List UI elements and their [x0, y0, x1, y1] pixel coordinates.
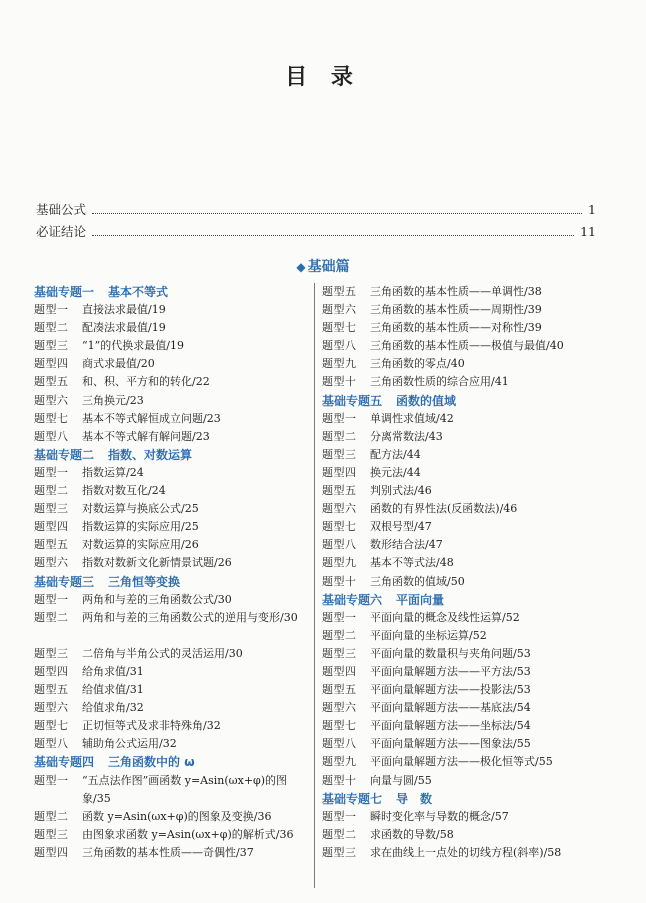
entry-text: 商式求最值/20	[82, 357, 155, 371]
toc-entry[interactable]	[34, 518, 310, 536]
entry-text: 平面向量解题方法——极化恒等式/55	[370, 755, 553, 769]
entry-tag: 题型七	[322, 321, 357, 335]
toc-entry[interactable]	[34, 355, 310, 373]
topic-name: 三角恒等变换	[108, 574, 181, 589]
spacer	[382, 790, 396, 808]
entry-tag: 题型四	[322, 664, 357, 678]
section-heading	[0, 256, 646, 276]
entry-text: 二倍角与半角公式的灵活运用/30	[82, 646, 243, 660]
entry-text: 两角和与差的三角函数公式/30	[82, 592, 232, 606]
entry-tag: 题型二	[34, 484, 69, 498]
spacer	[94, 573, 108, 591]
entry-text: 分离常数法/43	[370, 429, 443, 443]
entry-text: 平面向量解题方法——平方法/53	[370, 664, 531, 678]
toc-entry[interactable]	[322, 808, 622, 826]
entry-tag: 题型八	[322, 339, 357, 353]
section-title: 基础篇	[307, 259, 350, 275]
entry-tag: 题型七	[34, 719, 69, 733]
topic-name: 函数的值域	[396, 393, 457, 408]
entry-text: 对数运算的实际应用/26	[82, 538, 199, 552]
toc-entry[interactable]	[34, 717, 310, 735]
topic-heading[interactable]	[34, 446, 310, 464]
entry-tag: 题型九	[322, 755, 357, 769]
entry-tag: 题型三	[322, 646, 357, 660]
entry-text: 求在曲线上一点处的切线方程(斜率)/58	[370, 845, 562, 859]
entry-text: 单调性求值域/42	[370, 411, 454, 425]
entry-text: 基本不等式法/48	[370, 556, 454, 570]
entry-tag: 题型四	[34, 357, 69, 371]
front-entry-label: 必证结论	[36, 224, 87, 239]
topic-heading[interactable]	[34, 283, 310, 301]
toc-entry[interactable]	[322, 717, 622, 735]
entry-text: 双根号型/47	[370, 520, 432, 534]
toc-entry[interactable]	[322, 554, 622, 572]
entry-text: 三角函数的值域/50	[370, 574, 465, 588]
toc-entry[interactable]	[34, 735, 310, 753]
entry-tag: 题型二	[34, 321, 69, 335]
toc-entry[interactable]	[34, 392, 310, 410]
entry-tag: 题型十	[322, 773, 357, 787]
entry-tag: 题型二	[322, 628, 357, 642]
entry-tag: 题型一	[34, 303, 69, 317]
entry-tag: 题型九	[322, 556, 357, 570]
entry-text: 求函数的导数/58	[370, 827, 454, 841]
entry-text: 数形结合法/47	[370, 538, 443, 552]
toc-entry[interactable]	[322, 301, 622, 319]
toc-entry[interactable]	[34, 663, 310, 681]
toc-entry[interactable]	[34, 319, 310, 337]
entry-text: 给值求值/31	[82, 683, 144, 697]
entry-text: 判别式法/46	[370, 484, 432, 498]
entry-tag: 题型五	[322, 285, 357, 298]
entry-tag: 题型八	[34, 737, 69, 751]
topic-heading[interactable]	[34, 753, 310, 771]
entry-text: 给值求角/32	[82, 701, 144, 715]
toc-entry[interactable]	[322, 446, 622, 464]
diamond-icon: ◆	[296, 260, 306, 274]
entry-tag: 题型一	[34, 592, 69, 606]
entry-tag: 题型七	[34, 411, 69, 425]
topic-code: 基础专题五	[322, 393, 383, 408]
left-column	[34, 283, 310, 862]
entry-text: 三角函数的基本性质——周期性/39	[370, 303, 542, 317]
topic-code: 基础专题三	[34, 574, 95, 589]
entry-tag: 题型三	[34, 646, 69, 660]
topic-heading[interactable]	[322, 591, 622, 609]
toc-entry[interactable]	[34, 609, 310, 645]
entry-text: 平面向量的坐标运算/52	[370, 628, 487, 642]
topic-name: 基本不等式	[108, 285, 169, 299]
entry-tag: 题型五	[34, 683, 69, 697]
entry-text: “1”的代换求最值/19	[82, 339, 184, 353]
entry-tag: 题型三	[34, 827, 69, 841]
entry-text: 平面向量的数量积与夹角问题/53	[370, 646, 531, 660]
spacer	[94, 283, 108, 301]
front-entry-page: 1	[588, 202, 596, 217]
entry-text: 三角函数的基本性质——极值与最值/40	[370, 339, 564, 353]
entry-text: 瞬时变化率与导数的概念/57	[370, 809, 509, 823]
toc-entry[interactable]	[34, 337, 310, 355]
spacer	[94, 446, 108, 464]
entry-tag: 题型六	[34, 701, 69, 715]
entry-tag: 题型四	[34, 845, 69, 859]
entry-text: 配凑法求最值/19	[82, 321, 166, 335]
entry-tag: 题型三	[34, 339, 69, 353]
entry-tag: 题型五	[34, 538, 69, 552]
toc-entry[interactable]	[34, 464, 310, 482]
toc-entry[interactable]	[322, 844, 622, 862]
entry-tag: 题型二	[34, 610, 69, 624]
toc-entry[interactable]	[322, 482, 622, 500]
toc-entry[interactable]	[322, 663, 622, 681]
topic-code: 基础专题二	[34, 447, 95, 462]
toc-entry[interactable]	[34, 808, 310, 826]
front-entry-page: 11	[580, 224, 596, 239]
entry-text: 配方法/44	[370, 447, 421, 461]
entry-tag: 题型七	[322, 719, 357, 733]
toc-entry[interactable]	[322, 500, 622, 518]
entry-tag: 题型四	[34, 520, 69, 534]
entry-tag: 题型六	[322, 701, 357, 715]
toc-entry[interactable]	[322, 536, 622, 554]
entry-text: 向量与圆/55	[370, 773, 432, 787]
entry-tag: 题型六	[34, 556, 69, 570]
toc-entry[interactable]	[322, 753, 622, 771]
toc-entry[interactable]	[34, 772, 310, 808]
entry-text: 两角和与差的三角函数公式的逆用与变形/30	[82, 610, 298, 624]
column-divider	[314, 283, 315, 888]
toc-entry[interactable]	[322, 735, 622, 753]
entry-tag: 题型一	[322, 610, 357, 624]
toc-entry[interactable]	[322, 464, 622, 482]
toc-entry[interactable]	[34, 826, 310, 844]
front-matter-list	[36, 200, 596, 244]
entry-tag: 题型二	[322, 827, 357, 841]
toc-entry[interactable]	[322, 826, 622, 844]
leader-dots	[92, 235, 574, 236]
entry-text: 指数对数新文化新情景试题/26	[82, 556, 232, 570]
entry-text: 辅助角公式运用/32	[82, 737, 177, 751]
front-entry[interactable]	[36, 200, 596, 222]
toc-entry[interactable]	[322, 699, 622, 717]
toc-entry[interactable]	[322, 283, 622, 301]
entry-text: 平面向量解题方法——图象法/55	[370, 737, 531, 751]
entry-tag: 题型六	[34, 393, 69, 407]
entry-tag: 题型二	[322, 429, 357, 443]
toc-entry[interactable]	[322, 337, 622, 355]
toc-entry[interactable]	[322, 355, 622, 373]
toc-entry[interactable]	[34, 681, 310, 699]
entry-tag: 题型二	[34, 809, 69, 823]
toc-entry[interactable]	[322, 627, 622, 645]
entry-tag: 题型八	[322, 538, 357, 552]
toc-entry[interactable]	[34, 645, 310, 663]
spacer	[382, 591, 396, 609]
toc-entry[interactable]	[34, 844, 310, 862]
entry-tag: 题型八	[322, 737, 357, 751]
entry-text: 三角函数性质的综合应用/41	[370, 375, 509, 389]
topic-heading[interactable]	[322, 392, 622, 410]
front-entry-label: 基础公式	[36, 202, 87, 217]
entry-text: 函数的有界性法(反函数法)/46	[370, 502, 518, 516]
entry-text: “五点法作图”画函数 y=Asin(ωx+φ)的图象/35	[82, 773, 288, 805]
entry-text: 平面向量的概念及线性运算/52	[370, 610, 520, 624]
spacer	[382, 392, 396, 410]
entry-text: 换元法/44	[370, 465, 421, 479]
right-column	[322, 283, 622, 862]
topic-code: 基础专题六	[322, 592, 383, 607]
toc-entry[interactable]	[34, 500, 310, 518]
entry-tag: 题型七	[322, 520, 357, 534]
entry-text: 平面向量解题方法——基底法/54	[370, 701, 531, 715]
topic-name: 导 数	[396, 791, 433, 806]
topic-name: 指数、对数运算	[108, 447, 193, 462]
entry-tag: 题型四	[34, 664, 69, 678]
entry-tag: 题型四	[322, 465, 357, 479]
toc-entry[interactable]	[322, 645, 622, 663]
entry-text: 平面向量解题方法——投影法/53	[370, 683, 531, 697]
entry-text: 和、积、平方和的转化/22	[82, 375, 210, 389]
entry-text: 三角函数的基本性质——单调性/38	[370, 285, 542, 298]
topic-code: 基础专题一	[34, 285, 95, 299]
topic-name: 平面向量	[396, 592, 445, 607]
spacer	[94, 753, 108, 771]
leader-dots	[92, 213, 582, 214]
front-entry[interactable]	[36, 222, 596, 244]
toc-entry[interactable]	[322, 772, 622, 790]
entry-tag: 题型五	[34, 375, 69, 389]
entry-text: 基本不等式解恒成立问题/23	[82, 411, 221, 425]
entry-tag: 题型五	[322, 683, 357, 697]
toc-entry[interactable]	[322, 319, 622, 337]
topic-name: 三角函数中的 ω	[108, 755, 195, 770]
toc-entry[interactable]	[322, 518, 622, 536]
toc-entry[interactable]	[34, 482, 310, 500]
entry-tag: 题型三	[322, 447, 357, 461]
toc-entry[interactable]	[34, 373, 310, 391]
toc-entry[interactable]	[322, 609, 622, 627]
entry-text: 直接法求最值/19	[82, 303, 166, 317]
entry-text: 给角求值/31	[82, 664, 144, 678]
entry-tag: 题型六	[322, 502, 357, 516]
entry-tag: 题型十	[322, 375, 357, 389]
entry-tag: 题型十	[322, 574, 357, 588]
toc-entry[interactable]	[322, 410, 622, 428]
entry-tag: 题型六	[322, 303, 357, 317]
entry-text: 指数对数互化/24	[82, 484, 166, 498]
toc-entry[interactable]	[322, 373, 622, 391]
entry-tag: 题型一	[34, 773, 69, 787]
entry-tag: 题型一	[322, 411, 357, 425]
entry-tag: 题型一	[322, 809, 357, 823]
entry-tag: 题型一	[34, 465, 69, 479]
entry-text: 三角换元/23	[82, 393, 144, 407]
entry-text: 指数运算/24	[82, 465, 144, 479]
entry-text: 三角函数的基本性质——奇偶性/37	[82, 845, 254, 859]
entry-text: 正切恒等式及求非特殊角/32	[82, 719, 221, 733]
entry-text: 对数运算与换底公式/25	[82, 502, 199, 516]
toc-entry[interactable]	[34, 554, 310, 572]
entry-tag: 题型三	[322, 845, 357, 859]
entry-text: 由图象求函数 y=Asin(ωx+φ)的解析式/36	[82, 827, 294, 841]
entry-text: 指数运算的实际应用/25	[82, 520, 199, 534]
page-title: 目 录	[285, 65, 361, 90]
topic-heading[interactable]	[34, 573, 310, 591]
entry-text: 基本不等式解有解问题/23	[82, 429, 210, 443]
toc-entry[interactable]	[34, 699, 310, 717]
toc-entry[interactable]	[34, 410, 310, 428]
entry-tag: 题型三	[34, 502, 69, 516]
entry-tag: 题型八	[34, 429, 69, 443]
entry-text: 三角函数的基本性质——对称性/39	[370, 321, 542, 335]
entry-text: 函数 y=Asin(ωx+φ)的图象及变换/36	[82, 809, 272, 823]
entry-tag: 题型九	[322, 357, 357, 371]
toc-entry[interactable]	[322, 573, 622, 591]
toc-entry[interactable]	[34, 536, 310, 554]
topic-code: 基础专题七	[322, 791, 383, 806]
entry-text: 三角函数的零点/40	[370, 357, 465, 371]
topic-heading[interactable]	[322, 790, 622, 808]
entry-text: 平面向量解题方法——坐标法/54	[370, 719, 531, 733]
entry-tag: 题型五	[322, 484, 357, 498]
topic-code: 基础专题四	[34, 755, 95, 770]
toc-entry[interactable]	[34, 428, 310, 446]
toc-entry[interactable]	[34, 301, 310, 319]
toc-entry[interactable]	[34, 591, 310, 609]
toc-entry[interactable]	[322, 428, 622, 446]
toc-entry[interactable]	[322, 681, 622, 699]
